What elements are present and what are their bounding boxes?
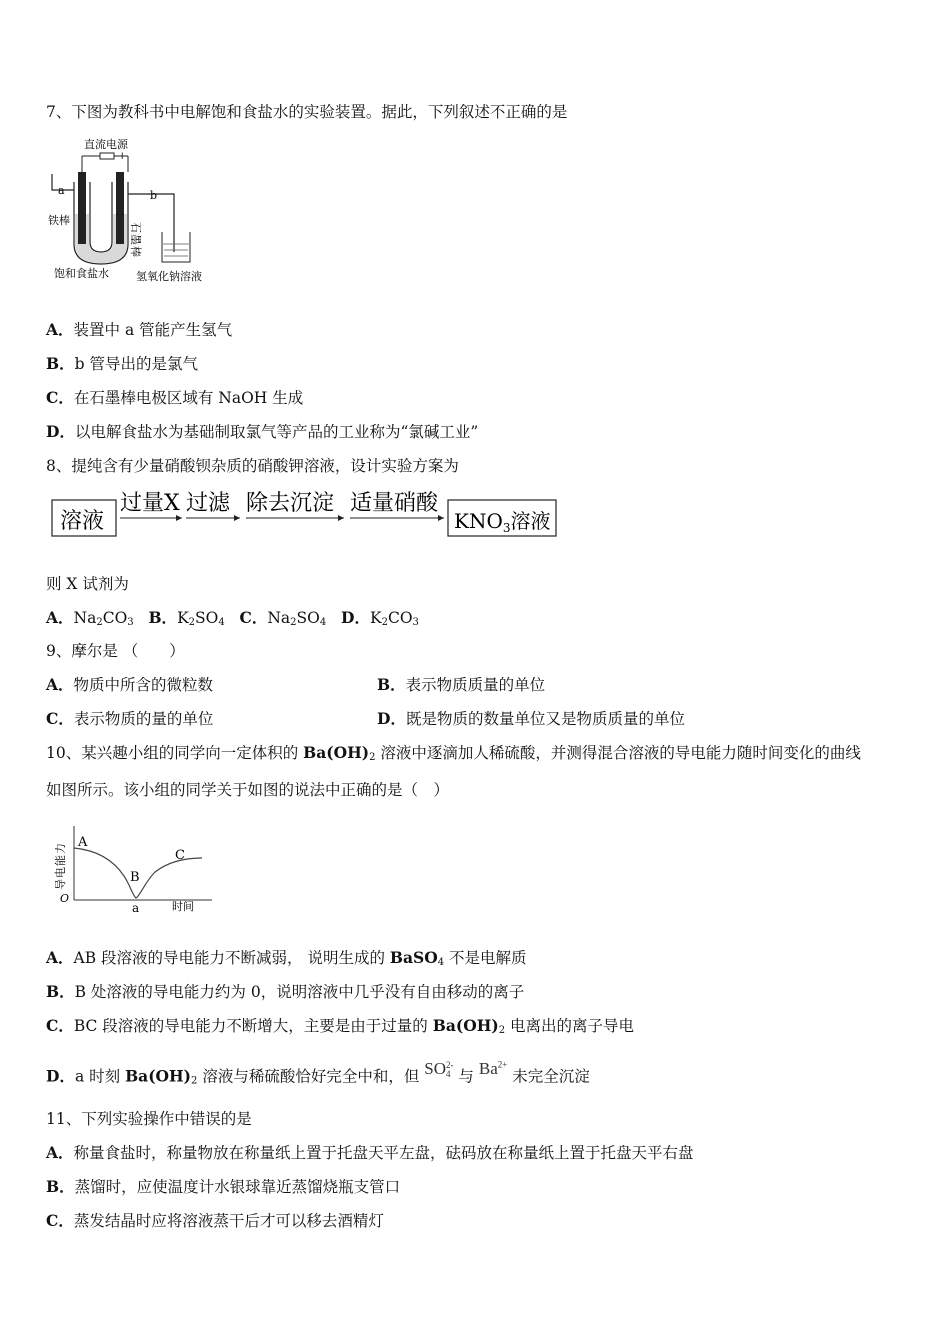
ion-formula: SO [424,1058,446,1078]
arrow-head-icon [438,515,444,521]
option-letter: D． [341,608,370,627]
x-tick-a: a [132,901,140,915]
option-text: 以电解食盐水为基础制取氯气等产品的工业称为“氯碱工业” [74,423,479,441]
formula-part: Ba(OH) [303,743,370,762]
formula-part: Ba(OH) [125,1066,192,1086]
iron-rod-label: 铁棒 [48,214,70,227]
flow-end-formula: KNO [454,509,503,533]
flow-step-4: 适量硝酸 [350,491,439,516]
flow-end-text [454,509,550,535]
graphite-rod-icon [116,172,124,244]
formula-sub: 4 [437,957,445,968]
option-letter: A． [46,1143,74,1162]
q10-option-b[interactable] [46,982,524,1002]
arrow-head-icon [338,515,344,521]
option-text: 在石墨棒电极区域有 NaOH 生成 [73,389,304,407]
q8-then: 则 X 试剂为 [46,575,129,593]
q11-stem: 11、下列实验操作中错误的是 [46,1110,252,1128]
formula-part: SO [195,609,219,627]
option-letter: B． [46,982,75,1001]
formula-sub: 4 [319,617,327,628]
flow-end-subscript: 3 [502,521,511,535]
q7-option-a[interactable] [46,320,232,340]
ion-subscript: 4 [446,1068,451,1079]
tube-a-label: a [58,184,65,197]
option-letter: C． [46,1016,74,1035]
option-letter: A． [46,320,74,339]
beaker-liquid [163,244,189,256]
ion-charge: 2- [446,1059,454,1070]
formula-part: CO [387,609,413,627]
option-text: 蒸发结晶时应将溶液蒸干后才可以移去酒精灯 [73,1212,384,1230]
option-text: 称量食盐时，称量物放在称量纸上置于托盘天平左盘，砝码放在称量纸上置于托盘天平右盘 [73,1144,694,1162]
q8-stem: 8、提纯含有少量硝酸钡杂质的硝酸钾溶液，设计实验方案为 [46,457,459,475]
u-tube-inner [90,182,112,252]
beaker-icon [162,232,190,262]
q9-option-d[interactable] [377,709,685,729]
electrolysis-apparatus-figure [44,134,219,284]
stem-text: 10、某兴趣小组的同学向一定体积的 [46,744,304,762]
option-text: BC 段溶液的导电能力不断增大，主要是由于过量的 [73,1017,433,1035]
point-a-label: A [78,835,88,850]
formula-sub: 2 [290,617,297,628]
formula-part: Na [73,609,97,627]
q9-row-1 [46,675,906,695]
option-text: 电离出的离子导电 [505,1017,635,1035]
option-letter: B． [46,1177,75,1196]
option-text: B 处溶液的导电能力约为 0，说明溶液中几乎没有自由移动的离子 [74,983,525,1001]
q8-option-c[interactable] [240,609,327,627]
tube-b-label: b [150,189,158,202]
option-text: 表示物质的量的单位 [73,710,214,728]
option-letter: B． [46,354,75,373]
q10-stem-line-2: 如图所示。该小组的同学关于如图的说法中正确的是（ ） [46,781,450,799]
q11-option-a[interactable] [46,1143,694,1163]
formula-sub: 2 [381,617,388,628]
option-letter: D． [46,422,75,441]
option-text: AB 段溶液的导电能力不断减弱， 说明生成的 [73,949,390,967]
plus-sign: + [118,151,127,162]
flow-step-3: 除去沉淀 [246,491,335,516]
purification-flowchart [50,486,560,540]
q8-option-b[interactable] [148,609,224,627]
option-letter: A． [46,948,74,967]
q10-option-d[interactable] [46,1058,590,1092]
graphite-rod-text: 石墨棒 [129,222,142,258]
formula-sub: 3 [127,617,134,628]
option-letter: D． [377,709,406,728]
q9-option-b[interactable] [377,675,545,695]
q8-option-d[interactable] [341,609,419,627]
power-label: 直流电源 [84,138,128,151]
saline-label: 饱和食盐水 [54,267,109,280]
barium-ion [479,1059,507,1078]
option-text: 表示物质质量的单位 [405,676,546,694]
formula-part: BaSO [389,948,438,967]
q9-stem: 9、摩尔是 （ ） [46,642,185,660]
flow-start-text: 溶液 [60,509,105,534]
option-letter: B． [148,608,178,627]
option-text: 装置中 a 管能产生氢气 [73,321,233,339]
sulfate-ion [424,1059,453,1078]
graphite-rod-label [129,222,143,258]
q9-option-c[interactable] [46,710,213,728]
iron-rod-icon [78,172,86,244]
formula-sub: 2 [96,617,103,628]
naoh-solution-label: 氢氧化钠溶液 [136,270,202,283]
ion-formula: Ba [478,1058,498,1078]
ion-charge: 2+ [497,1059,508,1069]
q10-option-c[interactable] [46,1016,634,1041]
formula-part: Ba(OH) [432,1016,499,1035]
formula-sub: 2 [369,752,376,763]
option-text: 不是电解质 [444,949,527,967]
q9-row-2 [46,709,906,729]
option-text: 未完全沉淀 [507,1067,590,1086]
option-letter: C． [239,608,268,627]
formula-part: K [369,609,382,627]
point-b-label: B [130,870,140,885]
option-text: b 管导出的是氯气 [74,355,198,373]
formula-sub: 2 [191,1075,198,1087]
q7-option-d[interactable] [46,422,478,442]
option-letter: B． [377,675,406,694]
q8-option-a[interactable] [46,609,134,627]
q9-option-a[interactable] [46,676,213,694]
option-text: 与 [453,1067,479,1086]
option-text: 溶液与稀硫酸恰好完全中和，但 [197,1067,425,1086]
conductivity-chart [50,818,220,918]
option-letter: C． [46,1211,74,1230]
option-text: 蒸馏时，应使温度计水银球靠近蒸馏烧瓶支管口 [74,1178,401,1196]
formula-sub: 2 [188,617,196,628]
q10-stem-line-1 [46,743,861,768]
q7-option-c[interactable] [46,388,303,408]
option-letter: A． [46,675,74,694]
origin-label: O [60,892,70,905]
q7-stem: 7、下图为教科书中电解饱和食盐水的实验装置。据此，下列叙述不正确的是 [46,103,568,121]
q7-option-b[interactable] [46,354,198,374]
q11-option-b[interactable] [46,1177,400,1197]
x-axis-label: 时间 [172,900,194,913]
flow-step-2: 过滤 [186,491,231,516]
formula-sub: 4 [218,617,225,628]
q11-option-c[interactable] [46,1211,384,1231]
option-letter: C． [46,709,74,728]
q8-options [46,608,419,633]
minus-sign: − [89,151,98,162]
stem-text: 溶液中逐滴加人稀硫酸，并测得混合溶液的导电能力随时间变化的曲线 [375,744,861,762]
flow-step-1: 过量X [120,491,180,516]
q10-option-a[interactable] [46,948,527,973]
formula-part: Na [267,609,291,627]
formula-part: SO [296,609,320,627]
option-letter: A． [46,608,74,627]
y-axis-label: 导电能力 [54,842,67,890]
option-letter: C． [46,388,74,407]
point-c-label: C [175,848,185,863]
formula-part: CO [102,609,128,627]
option-text: a 时刻 [74,1067,126,1086]
formula-sub: 2 [498,1025,506,1036]
option-letter: D． [46,1066,75,1086]
arrow-head-icon [234,515,240,521]
option-text: 既是物质的数量单位又是物质质量的单位 [405,710,685,728]
flow-end-suffix: 溶液 [510,509,551,533]
power-source-icon [100,153,114,159]
formula-part: K [177,609,189,627]
option-text: 物质中所含的微粒数 [73,676,214,694]
formula-sub: 3 [412,617,419,628]
